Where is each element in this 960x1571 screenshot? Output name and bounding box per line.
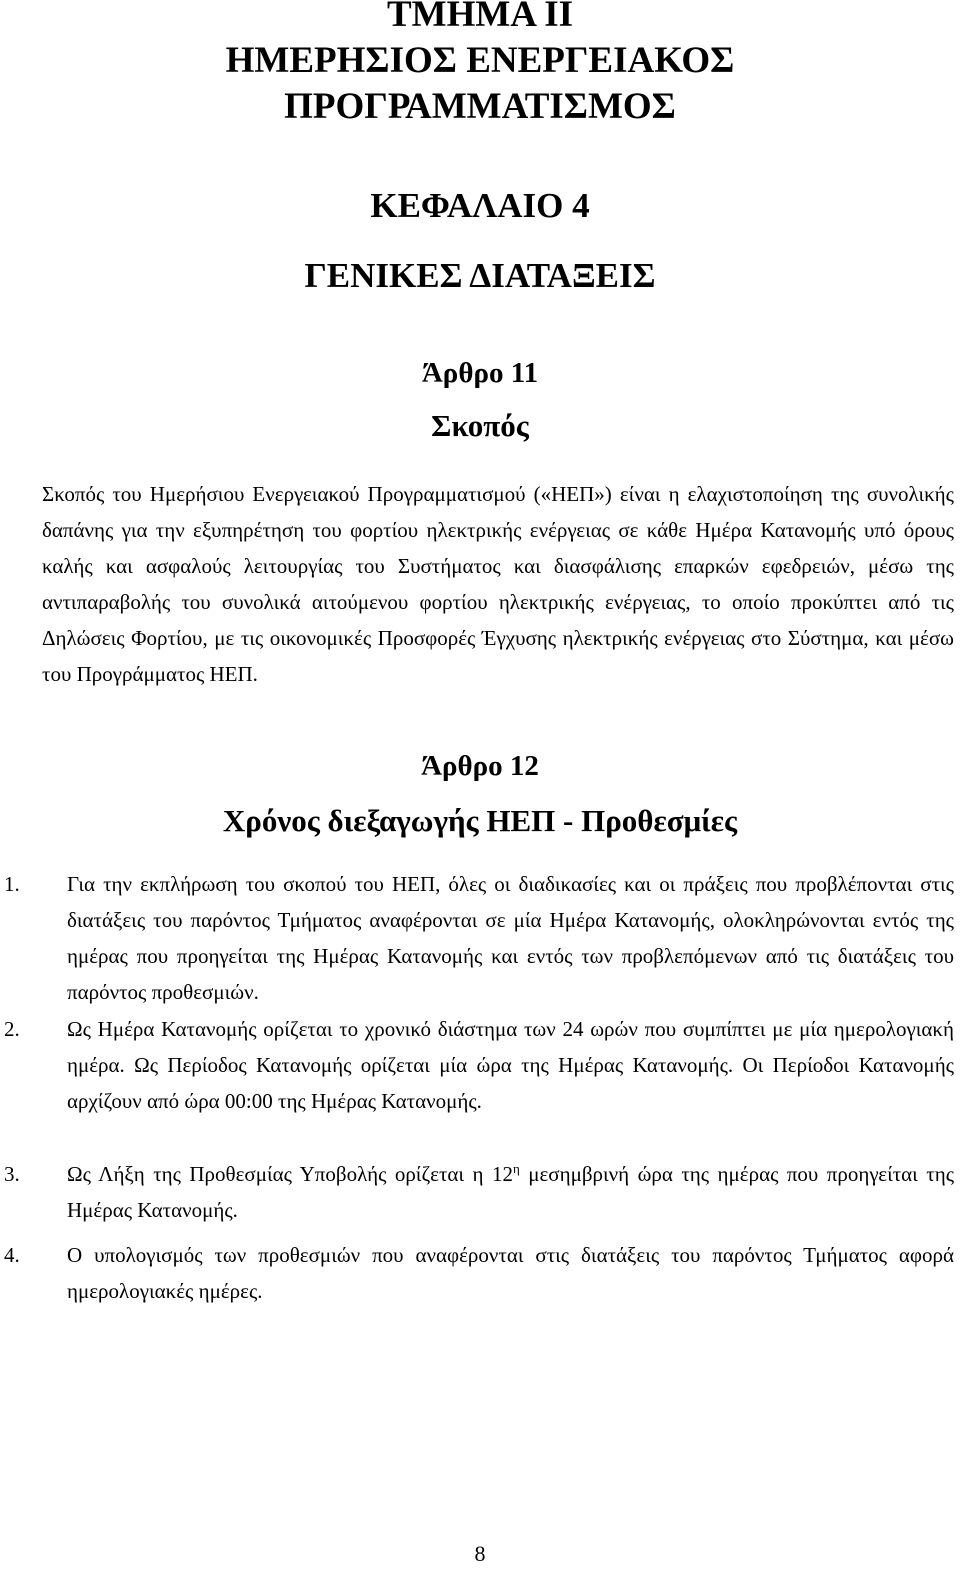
item-text: Για την εκπλήρωση του σκοπού του ΗΕΠ, όλες οι διαδικασίες και οι πράξεις που προβλέπονται στις διατάξεις του παρόντος Τμήματος αναφέρονται σε μία Ημέρα Κατανομής, ολοκληρώνονται εντός της ημέρας που προηγείται της Ημέρας Κατανομής και εντός των προβλεπόμενων από τις διατάξεις του παρόντος προθεσμιών. bbox=[67, 872, 954, 1004]
item-number: 4. bbox=[4, 1243, 20, 1267]
article-11-number: Άρθρο 11 bbox=[421, 357, 539, 389]
chapter-title: ΓΕΝΙΚΕΣ ΔΙΑΤΑΞΕΙΣ bbox=[304, 256, 656, 295]
item-text-start: Ως Λήξη της Προθεσμίας Υποβολής ορίζεται η 12 bbox=[67, 1162, 513, 1186]
item-text: Ο υπολογισμός των προθεσμιών που αναφέρονται στις διατάξεις του παρόντος Τμήματος αφορά ημερολογιακές ημέρες. bbox=[67, 1243, 954, 1303]
part-title-line-1: ΗΜΕΡΗΣΙΟΣ ΕΝΕΡΓΕΙΑΚΟΣ bbox=[225, 40, 735, 81]
item-number: 3. bbox=[4, 1162, 20, 1186]
chapter-label: ΚΕΦΑΛΑΙΟ 4 bbox=[370, 186, 590, 225]
item-text bbox=[67, 1156, 954, 1228]
ordinal-superscript: η bbox=[512, 1161, 520, 1176]
part-title-line-2: ΠΡΟΓΡΑΜΜΑΤΙΣΜΟΣ bbox=[284, 86, 676, 127]
item-number: 2. bbox=[4, 1017, 20, 1041]
part-label: ΤΜΗΜΑ ΙΙ bbox=[386, 0, 574, 35]
item-text: Ως Ημέρα Κατανομής ορίζεται το χρονικό διάστημα των 24 ωρών που συμπίπτει με μία ημερολογιακή ημέρα. Ως Περίοδος Κατανομής ορίζεται μία ώρα της Ημέρας Κατανομής. Οι Περίοδοι Κατανομής αρχίζουν από ώρα 00:00 της Ημέρας Κατανομής. bbox=[67, 1017, 954, 1113]
article-12-number: Άρθρο 12 bbox=[421, 750, 539, 782]
article-12-title: Χρόνος διεξαγωγής ΗΕΠ - Προθεσμίες bbox=[222, 803, 738, 838]
article-11-paragraph: Σκοπός του Ημερήσιου Ενεργειακού Προγραμματισμού («ΗΕΠ») είναι η ελαχιστοποίηση της συνολικής δαπάνης για την εξυπηρέτηση του φορτίου ηλεκτρικής ενέργειας σε κάθε Ημέρα Κατανομής υπό όρους καλής και ασφαλούς λειτουργίας του Συστήματος και διασφάλισης επαρκών εφεδρειών, μέσω της αντιπαραβολής του συνολικά αιτούμενου φορτίου ηλεκτρικής ενέργειας, το οποίο προκύπτει από τις Δηλώσεις Φορτίου, με τις οικονομικές Προσφορές Έγχυσης ηλεκτρικής ενέργειας στο Σύστημα, και μέσω του Προγράμματος ΗΕΠ. bbox=[42, 482, 954, 686]
article-11-title: Σκοπός bbox=[431, 408, 529, 443]
page-number: 8 bbox=[474, 1541, 486, 1566]
item-text-end: μεσημβρινή ώρα της ημέρας που προηγείται της Ημέρας Κατανομής. bbox=[67, 1162, 955, 1222]
item-number: 1. bbox=[4, 872, 20, 896]
